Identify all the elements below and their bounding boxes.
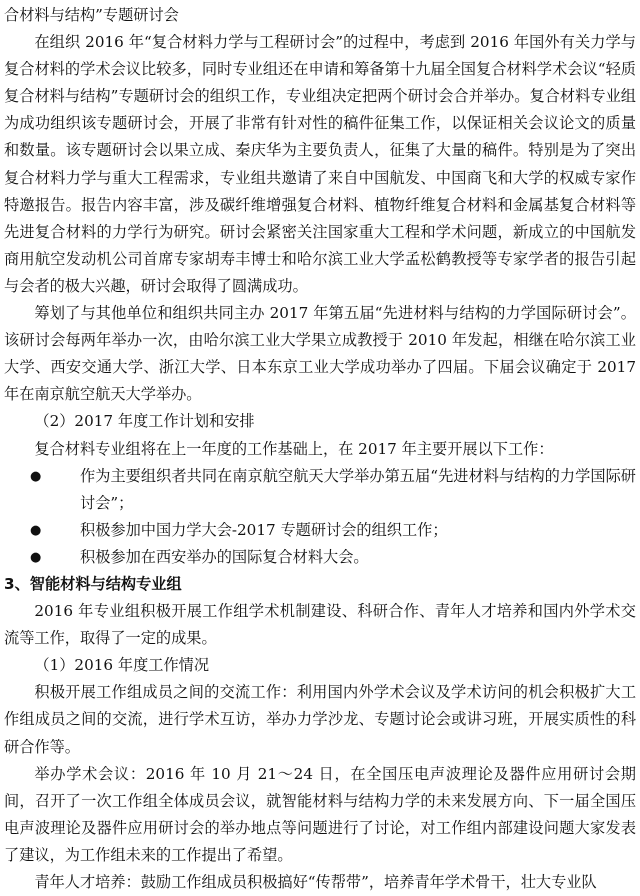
paragraph-symposium-merger: 在组织 2016 年“复合材料力学与工程研讨会”的过程中，考虑到 2016 年国外有关力学与复合材料的学术会议比较多，同时专业组还在申请和筹备第十九届全国复合材料学术会议“轻质复合材料与结构”专题研讨会的组织工作，专业组决定把两个研讨会合并举办。复合材料专业组为成功组织该专题研讨会，开展了非常有针对性的稿件征集工作，以保证相关会议论文的质量和数量。该专题研讨会以果立成、秦庆华为主要负责人，征集了大量的稿件。特别是为了突出复合材料力学与重大工程需求，专业组共邀请了来自中国航发、中国商飞和大学的权威专家作特邀报告。报告内容丰富，涉及碳纤维增强复合材料、植物纤维复合材料和金属基复合材料等先进复合材料的力学行为研究。研讨会紧密关注国家重大工程和学术问题，新成立的中国航发商用航空发动机公司首席专家胡寿丰博士和哈尔滨工业大学孟松鹤教授等专家学者的报告引起与会者的极大兴趣，研讨会取得了圆满成功。	[4, 33, 636, 295]
list-item	[4, 544, 636, 571]
section-heading-smart-materials: 3、智能材料与结构专业组	[4, 574, 182, 593]
bullet-text: 作为主要组织者共同在南京航空航天大学举办第五届“先进材料与结构的力学国际研讨会”；	[80, 466, 636, 512]
bullet-icon: ●	[30, 549, 42, 565]
bullet-text: 积极参加在西安举办的国际复合材料大会。	[80, 547, 369, 566]
paragraph-young-talent: 青年人才培养：鼓励工作组成员积极搞好“传帮带”，培养青年学术骨干，壮大专业队	[34, 873, 597, 891]
paragraph-international-symposium: 筹划了与其他单位和组织共同主办 2017 年第五届“先进材料与结构的力学国际研讨会”。该研讨会每两年举办一次，由哈尔滨工业大学果立成教授于 2010 年发起，相继在哈尔滨工业大学、西安交通大学、浙江大学、日本东京工业大学成功举办了四届。下届会议确定于 2017 年在南京航空航天大学举办。	[4, 304, 636, 404]
bullet-icon: ●	[30, 522, 42, 538]
paragraph-2016-summary: 2016 年专业组积极开展工作组学术机制建设、科研合作、青年人才培养和国内外学术交流等工作，取得了一定的成果。	[4, 602, 636, 648]
paragraph-2017-intro: 复合材料专业组将在上一年度的工作基础上，在 2017 年主要开展以下工作：	[34, 439, 554, 458]
top-line: 合材料与结构”专题研讨会	[4, 6, 179, 24]
list-item	[4, 463, 636, 517]
bullet-text: 积极参加中国力学大会-2017 专题研讨会的组织工作；	[80, 520, 448, 539]
sub-heading-2017-plan: （2）2017 年度工作计划和安排	[34, 412, 255, 431]
paragraph-academic-conference: 举办学术会议：2016 年 10 月 21～24 日，在全国压电声波理论及器件应用研讨会期间，召开了一次工作组全体成员会议，就智能材料与结构力学的未来发展方向、下一届全国压电声波理论及器件应用研讨会的举办地点等问题进行了讨论，对工作组内部建设问题大家发表了建议，为工作组未来的工作提出了希望。	[4, 764, 636, 864]
list-item	[4, 517, 636, 544]
paragraph-member-exchange: 积极开展工作组成员之间的交流工作：利用国内外学术会议及学术访问的机会积极扩大工作组成员之间的交流，进行学术互访，举办力学沙龙、专题讨论会或讲习班，开展实质性的科研合作等。	[4, 683, 636, 756]
sub-heading-2016-work: （1）2016 年度工作情况	[34, 656, 210, 675]
bullet-icon: ●	[30, 468, 42, 484]
